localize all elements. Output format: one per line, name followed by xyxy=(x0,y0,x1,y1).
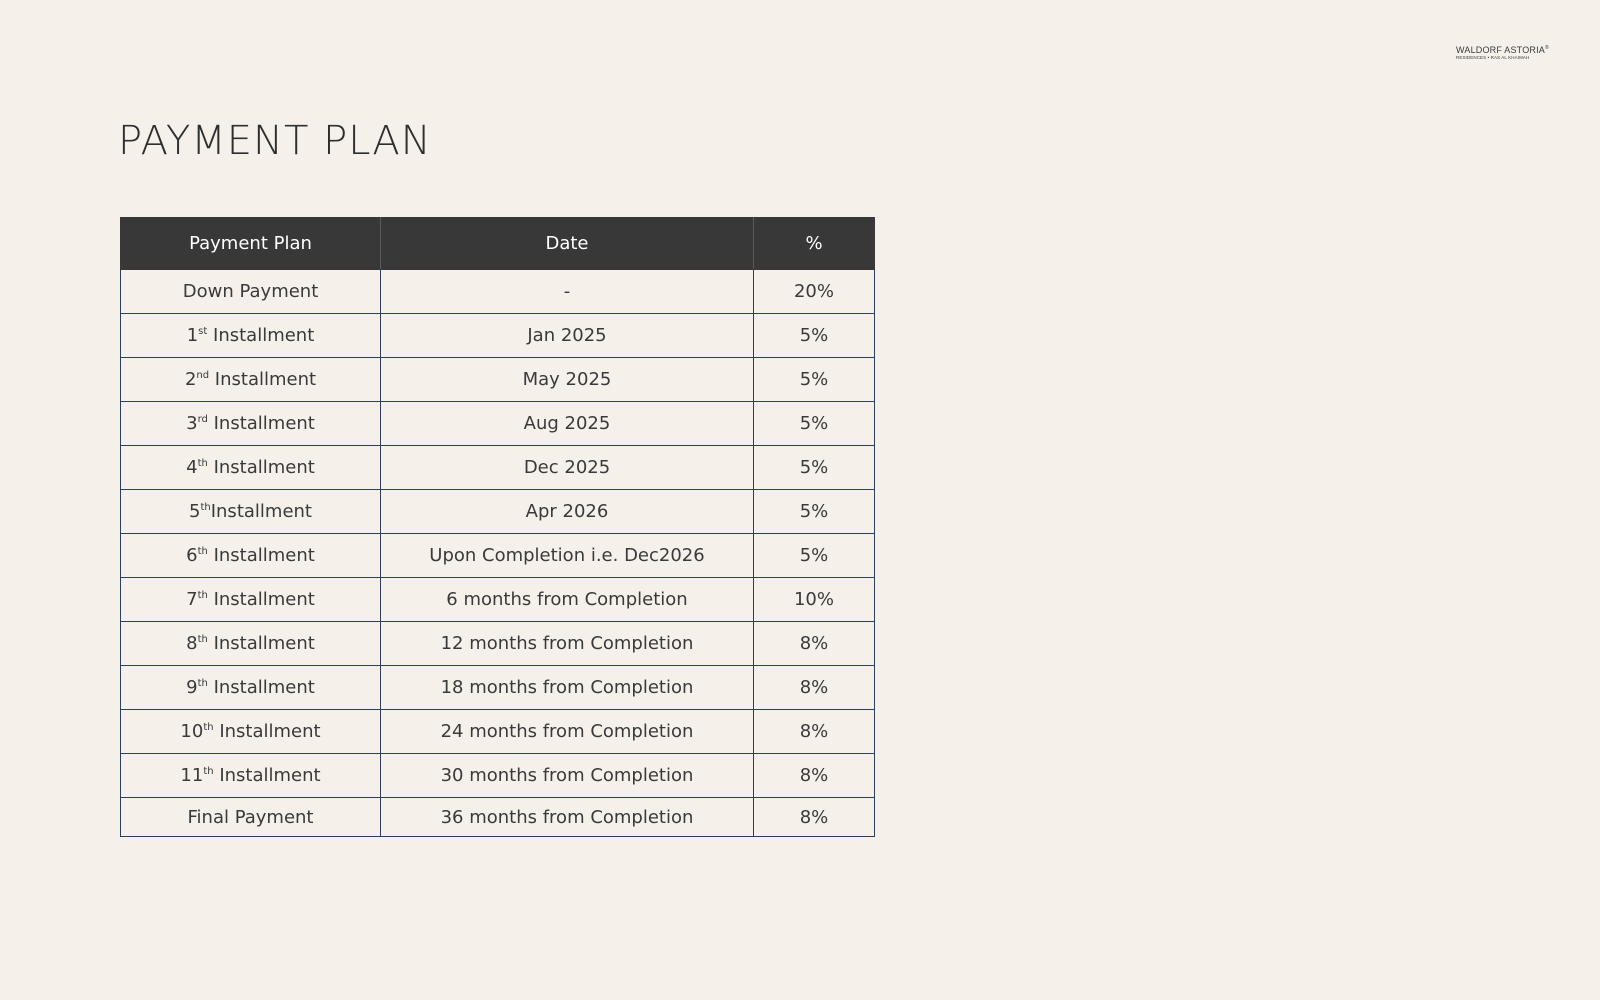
cell-percent: 5% xyxy=(754,490,875,534)
cell-date: 24 months from Completion xyxy=(381,710,754,754)
table-header-row xyxy=(121,218,875,270)
cell-percent: 5% xyxy=(754,446,875,490)
header-payment-plan: Payment Plan xyxy=(121,218,381,270)
ordinal-suffix: th xyxy=(203,766,214,777)
table-row xyxy=(121,402,875,446)
page-title: PAYMENT PLAN xyxy=(118,118,432,164)
cell-date: 36 months from Completion xyxy=(381,798,754,837)
cell-date: 18 months from Completion xyxy=(381,666,754,710)
table-row xyxy=(121,270,875,314)
header-percent: % xyxy=(754,218,875,270)
cell-payment-plan xyxy=(121,666,381,710)
cell-payment-plan xyxy=(121,490,381,534)
cell-date: - xyxy=(381,270,754,314)
brand-mark: ® xyxy=(1545,45,1549,51)
cell-percent: 5% xyxy=(754,358,875,402)
ordinal-suffix: rd xyxy=(197,414,208,425)
cell-payment-plan xyxy=(121,754,381,798)
cell-percent: 5% xyxy=(754,402,875,446)
installment-label: 6 xyxy=(186,545,198,566)
header-date: Date xyxy=(381,218,754,270)
cell-percent: 8% xyxy=(754,622,875,666)
brand-subtitle: RESIDENCES • RAS AL KHAIMAH xyxy=(1456,55,1530,60)
cell-payment-plan xyxy=(121,402,381,446)
installment-word: Installment xyxy=(209,369,317,390)
installment-label: 4 xyxy=(186,457,198,478)
installment-label: Final Payment xyxy=(187,806,314,828)
installment-word: Installment xyxy=(210,501,312,522)
installment-label: 2 xyxy=(184,369,197,390)
ordinal-suffix: th xyxy=(197,590,208,601)
installment-word: Installment xyxy=(207,325,315,346)
installment-word: Installment xyxy=(213,721,321,742)
cell-percent: 5% xyxy=(754,534,875,578)
installment-word: Installment xyxy=(207,413,315,434)
cell-date: Aug 2025 xyxy=(381,402,754,446)
installment-label: 11 xyxy=(180,765,204,786)
brand-logo xyxy=(1456,45,1556,61)
table-row xyxy=(121,534,875,578)
ordinal-suffix: nd xyxy=(196,370,210,381)
cell-date: Upon Completion i.e. Dec2026 xyxy=(381,534,754,578)
cell-payment-plan xyxy=(121,710,381,754)
cell-payment-plan xyxy=(121,798,381,837)
ordinal-suffix: th xyxy=(200,502,211,513)
installment-word: Installment xyxy=(207,457,315,478)
cell-date: Jan 2025 xyxy=(381,314,754,358)
ordinal-suffix: th xyxy=(203,722,214,733)
cell-payment-plan xyxy=(121,270,381,314)
payment-plan-table xyxy=(120,217,875,837)
installment-label: 10 xyxy=(180,721,204,742)
cell-payment-plan xyxy=(121,622,381,666)
cell-payment-plan xyxy=(121,314,381,358)
ordinal-suffix: th xyxy=(197,546,208,557)
table-row xyxy=(121,666,875,710)
installment-label: 7 xyxy=(186,589,198,610)
table-row xyxy=(121,490,875,534)
ordinal-suffix: th xyxy=(197,678,208,689)
cell-percent: 8% xyxy=(754,798,875,837)
table-row xyxy=(121,314,875,358)
installment-word: Installment xyxy=(207,677,315,698)
cell-percent: 20% xyxy=(754,270,875,314)
ordinal-suffix: th xyxy=(197,458,208,469)
table-row xyxy=(121,710,875,754)
cell-payment-plan xyxy=(121,358,381,402)
table-row xyxy=(121,358,875,402)
cell-percent: 8% xyxy=(754,710,875,754)
table-body xyxy=(121,270,875,837)
installment-label: 1 xyxy=(186,325,199,346)
installment-word: Installment xyxy=(207,633,315,654)
cell-date: 12 months from Completion xyxy=(381,622,754,666)
ordinal-suffix: th xyxy=(197,634,208,645)
ordinal-suffix: st xyxy=(198,326,208,337)
installment-label: 8 xyxy=(186,633,198,654)
cell-percent: 10% xyxy=(754,578,875,622)
cell-date: Apr 2026 xyxy=(381,490,754,534)
installment-word: Installment xyxy=(213,765,321,786)
table-row xyxy=(121,754,875,798)
cell-percent: 8% xyxy=(754,754,875,798)
cell-payment-plan xyxy=(121,534,381,578)
installment-label: 5 xyxy=(189,501,201,522)
installment-label: 3 xyxy=(186,413,198,434)
table-row xyxy=(121,622,875,666)
cell-payment-plan xyxy=(121,578,381,622)
cell-date: 30 months from Completion xyxy=(381,754,754,798)
cell-date: 6 months from Completion xyxy=(381,578,754,622)
cell-payment-plan xyxy=(121,446,381,490)
installment-word: Installment xyxy=(207,545,315,566)
cell-date: Dec 2025 xyxy=(381,446,754,490)
cell-percent: 8% xyxy=(754,666,875,710)
installment-word: Installment xyxy=(207,589,315,610)
brand-name: WALDORF ASTORIA xyxy=(1456,45,1546,55)
table-row xyxy=(121,446,875,490)
installment-label: Down Payment xyxy=(182,281,319,302)
table-row xyxy=(121,798,875,837)
installment-label: 9 xyxy=(186,677,198,698)
cell-date: May 2025 xyxy=(381,358,754,402)
cell-percent: 5% xyxy=(754,314,875,358)
table-row xyxy=(121,578,875,622)
